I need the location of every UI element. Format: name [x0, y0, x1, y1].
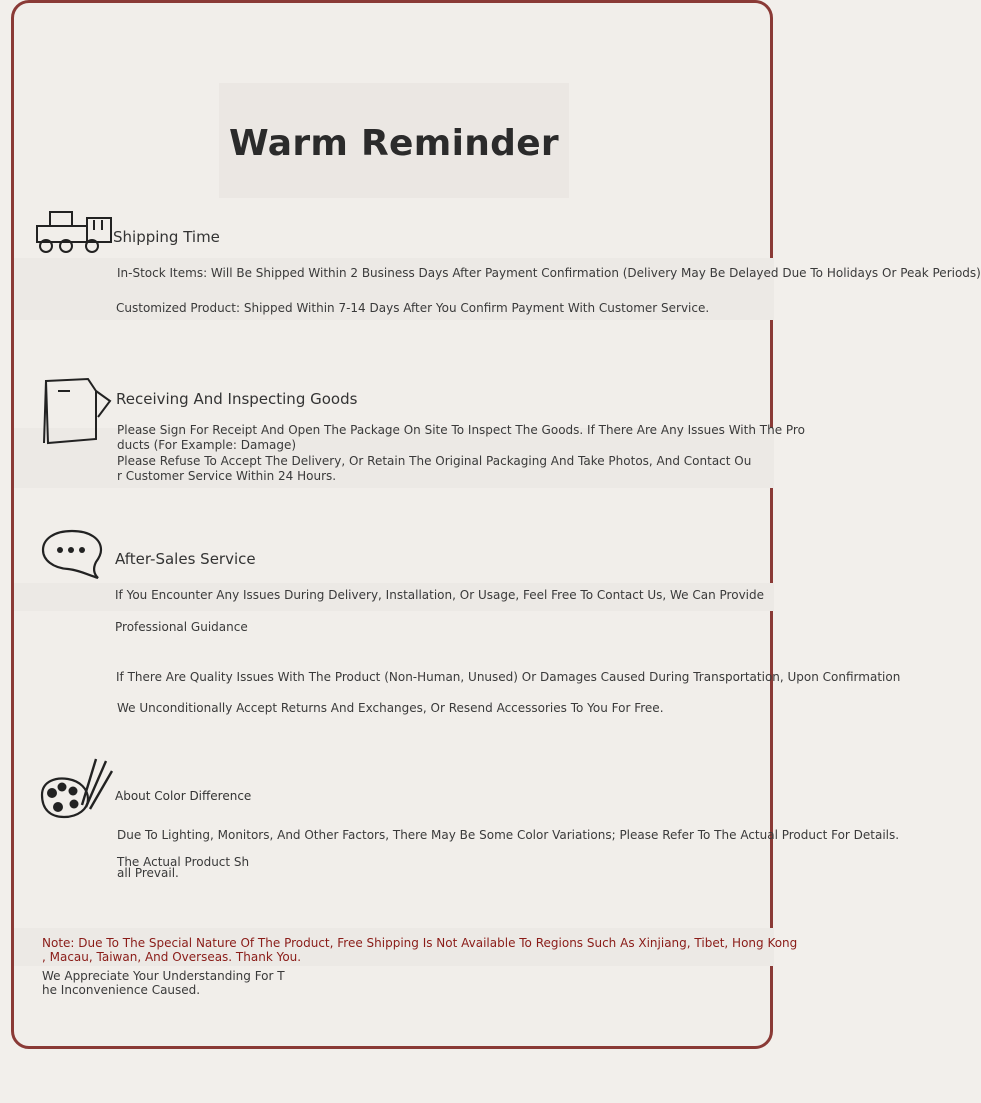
- after-sales-line: If You Encounter Any Issues During Delivery, Installation, Or Usage, Feel Free To Contact Us, We Can Provide: [115, 588, 765, 602]
- receiving-line: Please Sign For Receipt And Open The Package On Site To Inspect The Goods. If There Are Any Issues With The Pro: [117, 423, 805, 437]
- color-line: The Actual Product Sh: [117, 855, 250, 869]
- after-sales-line: We Unconditionally Accept Returns And Exchanges, Or Resend Accessories To You For Free.: [117, 701, 664, 715]
- page-title: Warm Reminder: [229, 123, 559, 164]
- shipping-line: Customized Product: Shipped Within 7-14 Days After You Confirm Payment With Customer Service.: [116, 301, 710, 315]
- after-sales-line: If There Are Quality Issues With The Product (Non-Human, Unused) Or Damages Caused During Transportation, Upon Confirmation: [116, 670, 901, 684]
- truck-icon: [34, 208, 116, 256]
- color-line: all Prevail.: [117, 866, 179, 880]
- receiving-line: ducts (For Example: Damage): [117, 438, 297, 452]
- note-line: , Macau, Taiwan, And Overseas. Thank You.: [42, 950, 302, 964]
- after-sales-heading: After-Sales Service: [115, 550, 256, 568]
- note-line: We Appreciate Your Understanding For T: [42, 969, 285, 983]
- receiving-line: Please Refuse To Accept The Delivery, Or Retain The Original Packaging And Take Photos, And Contact Ou: [117, 454, 752, 468]
- palette-icon: [38, 753, 116, 823]
- note-line: he Inconvenience Caused.: [42, 983, 201, 997]
- after-sales-line: Professional Guidance: [115, 620, 248, 634]
- reminder-card: [11, 0, 981, 1049]
- color-heading: About Color Difference: [115, 789, 252, 803]
- shipping-line: In-Stock Items: Will Be Shipped Within 2 Business Days After Payment Confirmation (Delivery May Be Delayed Due To Holidays Or Peak Periods): [117, 266, 981, 280]
- chat-bubble-icon: [40, 528, 104, 582]
- note-line: Note: Due To The Special Nature Of The Product, Free Shipping Is Not Available To Regions Such As Xinjiang, Tibet, Hong Kong: [42, 936, 798, 950]
- shipping-heading: Shipping Time: [113, 228, 220, 246]
- receiving-heading: Receiving And Inspecting Goods: [116, 390, 358, 408]
- title-box: [219, 83, 569, 198]
- color-line: Due To Lighting, Monitors, And Other Factors, There May Be Some Color Variations; Please Refer To The Actual Product For Details.: [117, 828, 900, 842]
- box-icon: [40, 373, 112, 447]
- receiving-line: r Customer Service Within 24 Hours.: [117, 469, 337, 483]
